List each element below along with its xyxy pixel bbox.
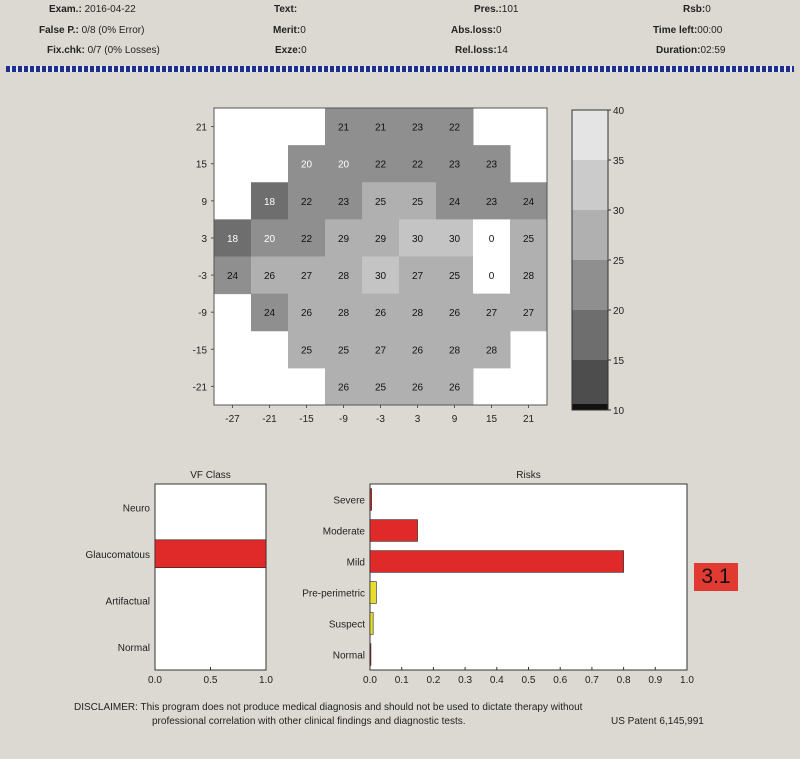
colorbar-band [572,160,608,211]
heatmap-cell-value: 21 [337,122,350,134]
rel-loss-value: 14 [496,45,508,56]
heatmap-cell-value: 27 [411,271,424,283]
heatmap-cell-value: 28 [522,271,535,283]
x-tick-label: 1.0 [680,675,694,686]
colorbar-tick-label: 30 [613,206,625,217]
category-label: Moderate [322,526,365,538]
y-tick-label: 3 [201,233,207,245]
rsb-field: Rsb:0 [683,4,711,15]
risks-chart [302,470,694,686]
heatmap-cell-value: 27 [485,308,498,320]
colorbar [572,106,625,417]
y-tick-label: -3 [198,271,207,283]
heatmap-cell-value: 23 [448,159,461,171]
x-tick-label: -27 [225,414,240,425]
heatmap-cell-value: 29 [337,233,350,245]
y-tick-label: 15 [195,159,207,171]
heatmap-cell-value: 30 [448,233,461,245]
x-tick-label: -9 [339,414,348,425]
colorbar-band [572,310,608,361]
exze-field: Exze:0 [275,45,307,56]
heatmap-cell-value: 26 [411,382,424,394]
x-tick-label: -15 [299,414,314,425]
time-left-field: Time left:00:00 [653,25,723,36]
fix-check-value: 0/7 (0% Losses) [87,45,160,56]
heatmap-cell-value: 18 [226,233,239,245]
bar [370,644,371,666]
category-label: Normal [117,642,150,654]
heatmap-cell-value: 0 [488,233,495,245]
heatmap-cell-value: 26 [300,308,313,320]
heatmap-cell-value: 22 [448,122,461,134]
bar [370,613,373,635]
chart-title: Risks [516,470,541,481]
bar [370,489,372,511]
category-label: Mild [346,557,365,569]
x-tick-label: 9 [451,414,458,425]
abs-loss-value: 0 [496,25,502,36]
rsb-value: 0 [705,4,711,15]
heatmap-cell-value: 20 [263,233,276,245]
category-label: Suspect [328,619,365,631]
merit-value: 0 [300,25,306,36]
x-tick-label: 0.6 [553,675,568,686]
heatmap-cell-value: 25 [374,196,387,208]
heatmap-cell-value: 0 [488,271,495,283]
bar [155,540,266,568]
vf-class-chart [86,470,274,686]
exam-field: Exam.: 2016-04-22 [49,4,136,15]
score-badge: 3.1 [694,563,738,591]
heatmap-cell-value: 22 [300,196,313,208]
x-tick-label: 0.2 [426,675,441,686]
abs-loss-field: Abs.loss:0 [451,25,502,36]
pres-value: 101 [501,4,519,15]
colorbar-tick-label: 15 [613,356,625,367]
plot-area [370,484,687,670]
rel-loss-field: Rel.loss:14 [455,45,508,56]
duration-field: Duration:02:59 [656,45,726,56]
heatmap-cell-value: 25 [522,233,535,245]
x-tick-label: 0.0 [363,675,377,686]
category-label: Artifactual [105,596,150,608]
heatmap-cell-value: 22 [374,159,387,171]
heatmap-cell-value: 27 [522,308,535,320]
colorbar-band [572,110,608,161]
heatmap-cell-value: 24 [448,196,461,208]
heatmap-cell-value: 28 [337,308,350,320]
merit-field: Merit:0 [273,25,306,36]
x-tick-label: 0.8 [616,675,631,686]
plot-area [155,484,266,670]
false-pos-value: 0/8 (0% Error) [81,25,145,36]
y-tick-label: -9 [198,308,207,320]
colorbar-tick-label: 25 [613,256,625,267]
disclaimer-line-1: DISCLAIMER: This program does not produce medical diagnosis and should not be used to dictate therapy without [74,702,583,713]
heatmap-cell-value: 28 [337,271,350,283]
heatmap-cell-value: 25 [411,196,424,208]
x-tick-label: 21 [522,414,535,425]
category-label: Neuro [122,503,150,515]
colorbar-band [572,210,608,261]
exze-value: 0 [301,45,307,56]
category-label: Pre-perimetric [302,588,365,600]
fix-check-field: Fix.chk: 0/7 (0% Losses) [47,45,160,56]
heatmap-cell-value: 18 [263,196,276,208]
time-left-value: 00:00 [697,25,723,36]
heatmap-cell-value: 26 [448,308,461,320]
disclaimer-line-2: professional correlation with other clinical findings and diagnostic tests. [152,716,466,727]
x-tick-label: 0.9 [648,675,663,686]
y-tick-label: -15 [192,345,207,357]
x-tick-label: 0.5 [521,675,536,686]
heatmap-cell-value: 25 [448,271,461,283]
y-tick-label: -21 [192,382,207,394]
heatmap-cell-value: 22 [411,159,424,171]
x-tick-label: 0.4 [489,675,504,686]
x-tick-label: 0.3 [458,675,473,686]
y-tick-label: 9 [201,196,207,208]
colorbar-band [572,360,608,411]
heatmap-cell-value: 21 [374,122,387,134]
x-tick-label: 1.0 [259,675,273,686]
heatmap-cell-value: 23 [485,196,498,208]
duration-value: 02:59 [700,45,726,56]
heatmap-cell-value: 24 [226,271,239,283]
heatmap-cell-value: 23 [337,196,350,208]
text-field: Text: [274,4,298,15]
heatmap-cell-value: 26 [411,345,424,357]
disclaimer [74,701,582,729]
visual-field-heatmap [193,108,548,425]
x-tick-label: 0.0 [148,675,162,686]
heatmap-cell-value: 27 [300,271,313,283]
heatmap-cell-value: 24 [522,196,535,208]
category-label: Normal [332,650,365,662]
colorbar-band [572,260,608,311]
heatmap-cell-value: 26 [374,308,387,320]
heatmap-cell-value: 28 [411,308,424,320]
y-tick-label: 21 [195,122,207,134]
colorbar-bottom-band [572,404,608,410]
pres-field: Pres.:101 [474,4,519,15]
heatmap-cell-value: 26 [263,271,276,283]
heatmap-cell-value: 30 [374,271,387,283]
heatmap-cell-value: 26 [337,382,350,394]
heatmap-cell-value: 28 [448,345,461,357]
chart-title: VF Class [190,470,231,481]
bar [370,520,418,542]
exam-value: 2016-04-22 [84,4,136,15]
heatmap-cell-value: 22 [300,233,313,245]
heatmap-cell-value: 23 [411,122,424,134]
heatmap-cell-value: 25 [300,345,313,357]
heatmap-cell-value: 24 [263,308,276,320]
category-label: Glaucomatous [85,549,150,561]
heatmap-cell-value: 29 [374,233,387,245]
colorbar-tick-label: 10 [613,406,625,417]
x-tick-label: -21 [262,414,277,425]
heatmap-cell-value: 27 [374,345,387,357]
colorbar-tick-label: 35 [613,156,625,167]
heatmap-cell-value: 20 [300,159,313,171]
heatmap-cell-value: 20 [337,159,350,171]
x-tick-label: 0.7 [584,675,599,686]
x-tick-label: -3 [376,414,385,425]
x-tick-label: 0.5 [203,675,218,686]
heatmap-cell-value: 23 [485,159,498,171]
heatmap-cell-value: 30 [411,233,424,245]
heatmap-cell-value: 25 [337,345,350,357]
false-pos-field: False P.: 0/8 (0% Error) [39,25,145,36]
category-label: Severe [333,495,365,507]
heatmap-cell-value: 28 [485,345,498,357]
x-tick-label: 15 [485,414,498,425]
bar [370,551,624,573]
patent-text: US Patent 6,145,991 [611,716,704,727]
colorbar-tick-label: 40 [613,106,625,117]
heatmap-cell-value: 26 [448,382,461,394]
x-tick-label: 0.1 [394,675,409,686]
colorbar-tick-label: 20 [613,306,625,317]
bar [370,582,376,604]
x-tick-label: 3 [414,414,421,425]
heatmap-cell-value: 25 [374,382,387,394]
